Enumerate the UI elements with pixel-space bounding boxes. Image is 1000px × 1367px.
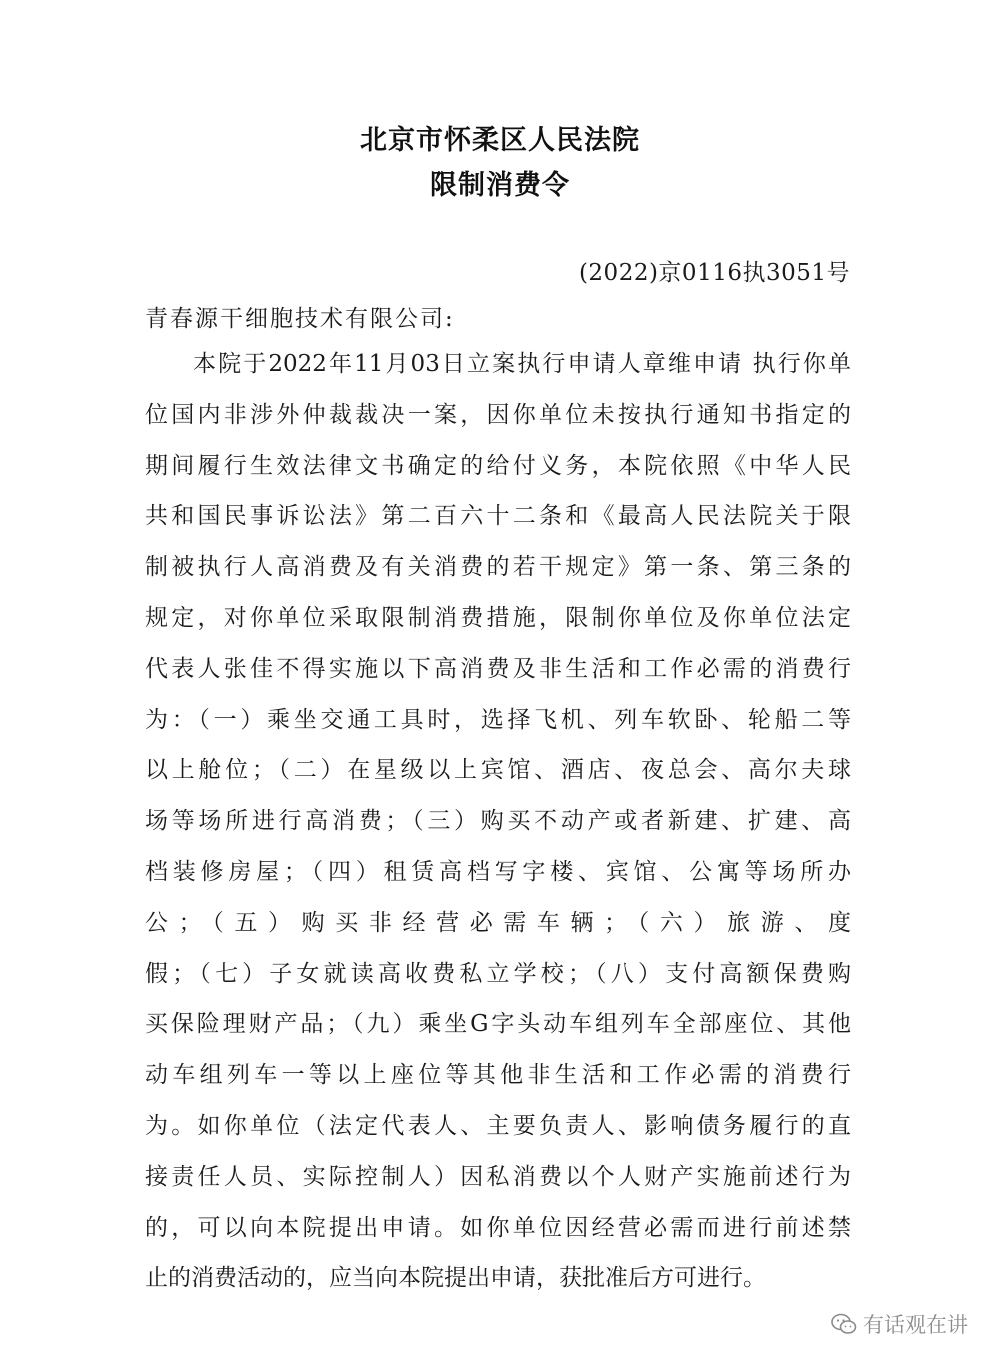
court-name-heading: 北京市怀柔区人民法院: [360, 125, 640, 156]
body-line: 的，可以向本院提出申请。如你单位因经营必需而进行前述禁: [145, 1214, 851, 1241]
addressee: 青春源干细胞技术有限公司:: [145, 306, 455, 332]
body-line: 买保险理财产品；（九）乘坐G字头动车组列车全部座位、其他: [145, 1011, 851, 1038]
document-type-heading: 限制消费令: [430, 170, 570, 201]
body-line: 共和国民事诉讼法》第二百六十二条和《最高人民法院关于限: [145, 503, 851, 530]
body-line: 规定，对你单位采取限制消费措施，限制你单位及你单位法定: [145, 604, 851, 631]
body-line: 代表人张佳不得实施以下高消费及非生活和工作必需的消费行: [145, 655, 851, 682]
watermark: [831, 1309, 968, 1339]
watermark-text: 有话观在讲: [863, 1313, 968, 1337]
body-line: 期间履行生效法律文书确定的给付义务，本院依照《中华人民: [145, 452, 851, 479]
body-line: 位国内非涉外仲裁裁决一案，因你单位未按执行通知书指定的: [145, 401, 851, 428]
body-line: 为：（一）乘坐交通工具时，选择飞机、列车软卧、轮船二等: [145, 706, 851, 733]
body-line: 制被执行人高消费及有关消费的若干规定》第一条、第三条的: [145, 554, 851, 581]
body-line: 本院于2022年11月03日立案执行申请人章维申请 执行你单: [193, 351, 851, 377]
body-line: 公；（五）购买非经营必需车辆；（六）旅游、度: [145, 909, 851, 936]
order-body: [145, 349, 851, 1314]
body-line: 为。如你单位（法定代表人、主要负责人、影响债务履行的直: [145, 1112, 851, 1139]
wechat-icon: [831, 1313, 857, 1335]
case-number: (2022)京0116执3051号: [578, 260, 850, 286]
body-line: 以上舱位；（二）在星级以上宾馆、酒店、夜总会、高尔夫球: [145, 757, 851, 784]
body-line: 场等场所进行高消费；（三）购买不动产或者新建、扩建、高: [145, 808, 851, 835]
body-line: 接责任人员、实际控制人）因私消费以个人财产实施前述行为: [145, 1163, 851, 1190]
body-line: 止的消费活动的，应当向本院提出申请，获批准后方可进行。: [145, 1265, 766, 1292]
body-line: 动车组列车一等以上座位等其他非生活和工作必需的消费行: [145, 1062, 851, 1089]
body-line: 假；（七）子女就读高收费私立学校；（八）支付高额保费购: [145, 960, 851, 987]
body-line: 档装修房屋；（四）租赁高档写字楼、宾馆、公寓等场所办: [145, 858, 851, 885]
